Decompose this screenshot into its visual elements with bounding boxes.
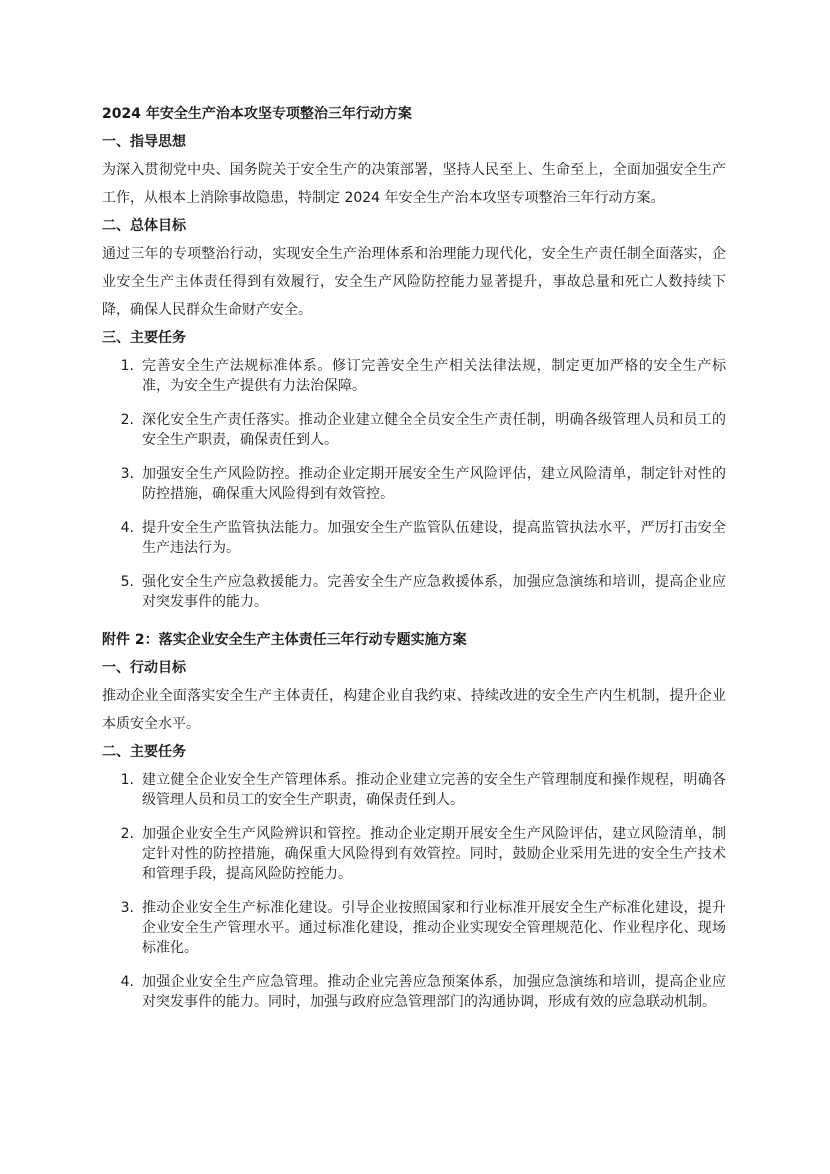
list-text: 完善安全生产法规标准体系。修订完善安全生产相关法律法规，制定更加严格的安全生产标准，为安全生产提供有力法治保障。 xyxy=(142,358,726,394)
section-paragraph: 通过三年的专项整治行动，实现安全生产治理体系和治理能力现代化，安全生产责任制全面落实，企业安全生产主体责任得到有效履行，安全生产风险防控能力显著提升，事故总量和死亡人数持续下降，确保人民群众生命财产安全。 xyxy=(102,246,726,318)
list-text: 建立健全企业安全生产管理体系。推动企业建立完善的安全生产管理制度和操作规程，明确各级管理人员和员工的安全生产职责，确保责任到人。 xyxy=(142,772,726,808)
list-item xyxy=(102,898,726,958)
list-number: 3. xyxy=(120,466,134,482)
list-item xyxy=(102,572,726,612)
list-number: 2. xyxy=(120,412,134,428)
section-heading: 一、指导思想 xyxy=(102,134,186,150)
list-text: 提升安全生产监管执法能力。加强安全生产监管队伍建设，提高监管执法水平，严厉打击安全生产违法行为。 xyxy=(142,520,726,556)
list-number: 5. xyxy=(120,574,134,590)
list-item xyxy=(102,356,726,396)
list-number: 3. xyxy=(120,900,134,916)
list-text: 加强企业安全生产应急管理。推动企业完善应急预案体系，加强应急演练和培训，提高企业应对突发事件的能力。同时，加强与政府应急管理部门的沟通协调，形成有效的应急联动机制。 xyxy=(142,974,726,1010)
appendix-task-list xyxy=(102,770,726,1012)
list-text: 深化安全生产责任落实。推动企业建立健全全员安全生产责任制，明确各级管理人员和员工的安全生产职责，确保责任到人。 xyxy=(142,412,726,448)
list-item xyxy=(102,972,726,1012)
section-paragraph: 为深入贯彻党中央、国务院关于安全生产的决策部署，坚持人民至上、生命至上，全面加强安全生产工作，从根本上消除事故隐患，特制定 2024 年安全生产治本攻坚专项整治三年行动方案。 xyxy=(102,162,726,206)
list-text: 推动企业安全生产标准化建设。引导企业按照国家和行业标准开展安全生产标准化建设，提升企业安全生产管理水平。通过标准化建设，推动企业实现安全管理规范化、作业程序化、现场标准化。 xyxy=(142,900,726,956)
task-list xyxy=(102,356,726,612)
section-heading: 二、主要任务 xyxy=(102,744,186,760)
list-number: 1. xyxy=(120,772,134,788)
list-item xyxy=(102,770,726,810)
document-title: 2024 年安全生产治本攻坚专项整治三年行动方案 xyxy=(102,106,412,122)
list-text: 加强企业安全生产风险辨识和管控。推动企业定期开展安全生产风险评估，建立风险清单，制定针对性的防控措施，确保重大风险得到有效管控。同时，鼓励企业采用先进的安全生产技术和管理手段，提高风险防控能力。 xyxy=(142,826,726,882)
list-item xyxy=(102,824,726,884)
list-item xyxy=(102,464,726,504)
list-number: 1. xyxy=(120,358,134,374)
list-number: 2. xyxy=(120,826,134,842)
appendix-title: 附件 2：落实企业安全生产主体责任三年行动专题实施方案 xyxy=(102,632,467,648)
section-heading: 三、主要任务 xyxy=(102,330,186,346)
section-heading: 二、总体目标 xyxy=(102,218,186,234)
list-text: 强化安全生产应急救援能力。完善安全生产应急救援体系，加强应急演练和培训，提高企业应对突发事件的能力。 xyxy=(142,574,726,610)
list-number: 4. xyxy=(120,974,134,990)
section-heading: 一、行动目标 xyxy=(102,660,186,676)
list-text: 加强安全生产风险防控。推动企业定期开展安全生产风险评估，建立风险清单，制定针对性的防控措施，确保重大风险得到有效管控。 xyxy=(142,466,726,502)
list-item xyxy=(102,410,726,450)
section-paragraph: 推动企业全面落实安全生产主体责任，构建企业自我约束、持续改进的安全生产内生机制，提升企业本质安全水平。 xyxy=(102,688,726,732)
document-page xyxy=(102,100,726,1026)
list-number: 4. xyxy=(120,520,134,536)
list-item xyxy=(102,518,726,558)
